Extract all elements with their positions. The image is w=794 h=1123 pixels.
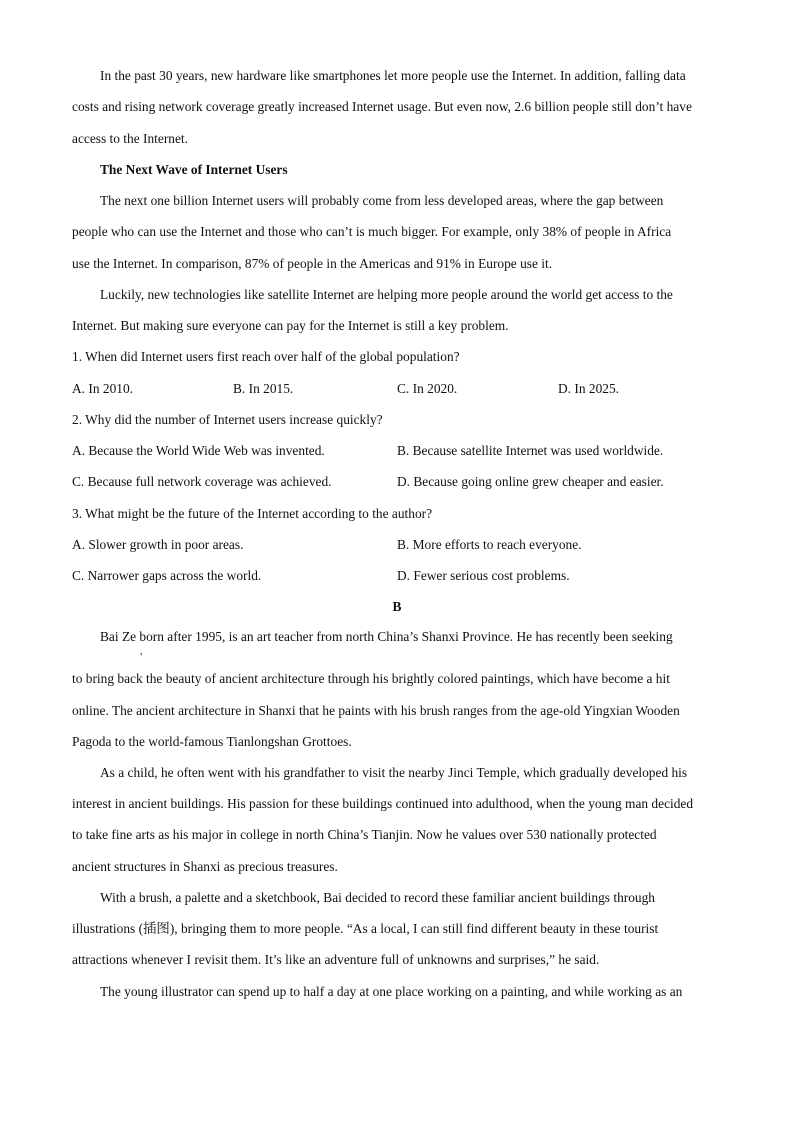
passage-b-p3-line-1: With a brush, a palette and a sketchbook, Bai decided to record these familiar ancient buildings through <box>100 890 655 905</box>
passage-b-p4-line-1: The young illustrator can spend up to half a day at one place working on a painting, and while working as an <box>100 984 683 999</box>
passage-a-p1-line-3: access to the Internet. <box>72 131 188 146</box>
question-2-option-a: A. Because the World Wide Web was invented. <box>72 443 325 458</box>
question-2-option-b: B. Because satellite Internet was used worldwide. <box>397 443 664 458</box>
passage-b-p2-line-4: ancient structures in Shanxi as precious treasures. <box>72 859 338 874</box>
passage-b-p2-line-1: As a child, he often went with his grandfather to visit the nearby Jinci Temple, which gradually developed his <box>100 765 688 780</box>
passage-a-p3-line-2: Internet. But making sure everyone can pay for the Internet is still a key problem. <box>72 318 509 333</box>
question-1-option-c: C. In 2020. <box>397 381 458 396</box>
passage-a-p2-line-3: use the Internet. In comparison, 87% of people in the Americas and 91% in Europe use it. <box>72 256 553 271</box>
passage-a-p2-line-2: people who can use the Internet and those who can’t is much bigger. For example, only 38% of people in Africa <box>72 224 672 239</box>
question-2-option-c: C. Because full network coverage was achieved. <box>72 474 332 489</box>
passage-b-p3-line-2: illustrations (插图), bringing them to more people. “As a local, I can still find different beauty in these tourist <box>72 921 659 936</box>
section-heading: The Next Wave of Internet Users <box>100 162 288 177</box>
question-1-option-a: A. In 2010. <box>72 381 133 396</box>
question-3-option-b: B. More efforts to reach everyone. <box>397 537 582 552</box>
passage-b-p1-line-1: Bai Ze born after 1995, is an art teacher from north China’s Shanxi Province. He has recently been seeking <box>100 629 673 644</box>
passage-b-p1-line-4: Pagoda to the world-famous Tianlongshan Grottoes. <box>72 734 352 749</box>
question-1-option-d: D. In 2025. <box>558 381 619 396</box>
question-1-stem: 1. When did Internet users first reach over half of the global population? <box>72 349 460 364</box>
passage-b-p1-line-2: to bring back the beauty of ancient architecture through his brightly colored paintings, which have become a hit <box>72 671 670 686</box>
passage-b-p3-line-3: attractions whenever I revisit them. It’s like an adventure full of unknowns and surprises,” he said. <box>72 952 600 967</box>
question-3-option-d: D. Fewer serious cost problems. <box>397 568 570 583</box>
passage-a-p1-line-2: costs and rising network coverage greatly increased Internet usage. But even now, 2.6 billion people still don’t have <box>72 99 692 114</box>
passage-a-p2-line-1: The next one billion Internet users will probably come from less developed areas, where the gap between <box>100 193 664 208</box>
passage-b-p2-line-3: to take fine arts as his major in college in north China’s Tianjin. Now he values over 530 nationally protected <box>72 827 657 842</box>
stray-comma-mark: , <box>140 646 143 657</box>
question-3-stem: 3. What might be the future of the Internet according to the author? <box>72 506 433 521</box>
question-3-option-c: C. Narrower gaps across the world. <box>72 568 262 583</box>
question-3-option-a: A. Slower growth in poor areas. <box>72 537 244 552</box>
passage-b-label: B <box>392 599 402 614</box>
passage-b-p2-line-2: interest in ancient buildings. His passion for these buildings continued into adulthood, when the young man decided <box>72 796 694 811</box>
question-2-option-d: D. Because going online grew cheaper and easier. <box>397 474 664 489</box>
question-2-stem: 2. Why did the number of Internet users increase quickly? <box>72 412 383 427</box>
passage-b-p1-line-3: online. The ancient architecture in Shanxi that he paints with his brush ranges from the age-old Yingxian Wooden <box>72 703 680 718</box>
passage-a-p3-line-1: Luckily, new technologies like satellite Internet are helping more people around the world get access to the <box>100 287 673 302</box>
passage-a-p1-line-1: In the past 30 years, new hardware like smartphones let more people use the Internet. In addition, falling data <box>100 68 686 83</box>
question-1-option-b: B. In 2015. <box>233 381 294 396</box>
